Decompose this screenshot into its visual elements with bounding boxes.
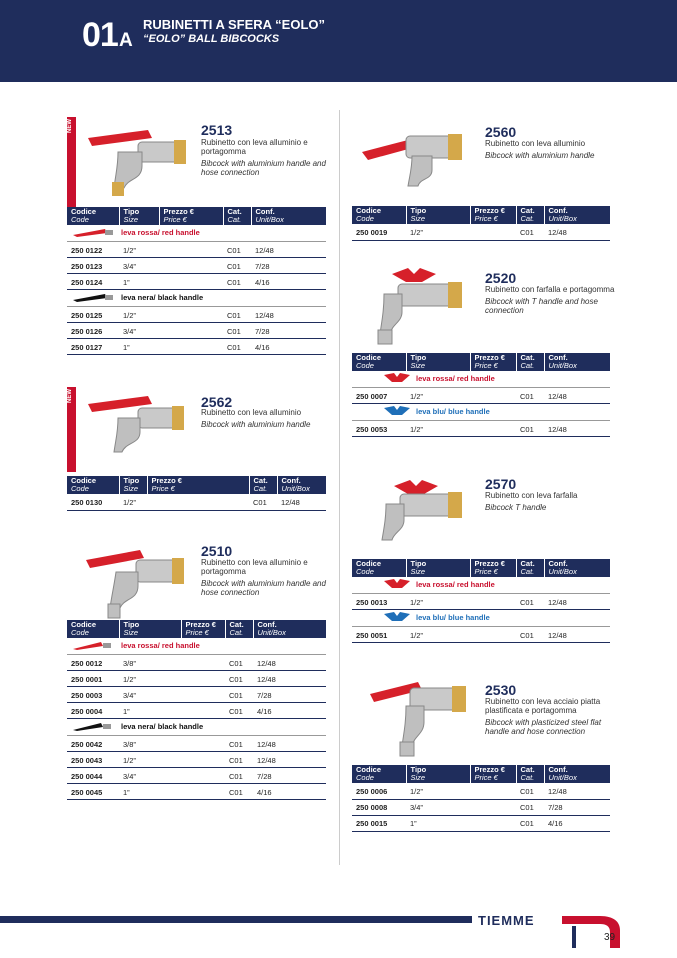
product-desc-2560: Rubinetto con leva alluminio Bibcock with aluminium handle [485,139,595,160]
product-code-2570: 2570 [485,476,517,492]
table-row: 250 0123 3/4” C01 7/28 [67,258,326,274]
table-row: 250 0044 3/4” C01 7/28 [67,768,326,784]
table-row: 250 0003 3/4” C01 7/28 [67,687,326,703]
red-t-handle-icon [382,579,412,591]
table-row: 250 0053 1/2” C01 12/48 [352,421,610,437]
table-row: 250 0006 1/2” C01 12/48 [352,783,610,799]
desc-it: Rubinetto con leva alluminio e portagomma [201,138,308,156]
variant-row-blue: leva blu/ blue handle [352,610,610,627]
bibcock-2510-image [80,540,190,620]
table-row: 250 0013 1/2” C01 12/48 [352,594,610,610]
footer-band [0,912,677,948]
table-row: 250 0051 1/2” C01 12/48 [352,627,610,643]
product-desc-2510: Rubinetto con leva alluminio e portagomma Bibcock with aluminium handle and hose connection [201,558,326,597]
red-t-handle-icon [382,373,412,385]
table-row: 250 0007 1/2” C01 12/48 [352,388,610,404]
black-handle-icon [71,721,117,733]
product-code-2520: 2520 [485,270,517,286]
table-row: 250 0045 1” C01 4/16 [67,784,326,800]
red-handle-icon [71,640,117,652]
variant-row-black: leva nera/ black handle [67,290,326,307]
table-row: 250 0004 1” C01 4/16 [67,703,326,719]
table-row: 250 0043 1/2” C01 12/48 [67,752,326,768]
table-row: 250 0126 3/4” C01 7/28 [67,323,326,339]
table-header: Codice Code Tipo Size Prezzo € Price € Cat. Cat. Conf. Unit/Box [67,620,326,638]
product-code-2562: 2562 [201,394,233,410]
product-code-2513: 2513 [201,122,233,138]
product-desc-2562: Rubinetto con leva alluminio Bibcock with aluminium handle [201,408,311,429]
price-table-2513 [67,207,326,355]
table-row: 250 0127 1” C01 4/16 [67,339,326,355]
table-row: 250 0122 1/2” C01 12/48 [67,242,326,258]
product-desc-2520: Rubinetto con farfalla e portagomma Bibcock with T handle and hose connection [485,285,615,315]
variant-row-red: leva rossa/ red handle [67,638,326,655]
product-code-2560: 2560 [485,124,517,140]
page-header [0,0,677,82]
section-letter: A [119,30,133,51]
table-row: 250 0124 1” C01 4/16 [67,274,326,290]
table-row: 250 0012 3/8” C01 12/48 [67,655,326,671]
product-desc-2530: Rubinetto con leva acciaio piatta plastificata e portagomma Bibcock with plasticized steel flat handle and hose connection [485,697,602,736]
bibcock-2560-image [356,126,468,190]
section-title-it: RUBINETTI A SFERA “EOLO” [143,17,325,32]
price-table-2560 [352,206,610,241]
section-number: 01 [82,16,118,54]
table-header: Codice Code Tipo Size Prezzo € Price € Cat. Cat. Conf. Unit/Box [67,476,326,494]
product-code-2530: 2530 [485,682,517,698]
variant-row-black: leva nera/ black handle [67,719,326,736]
column-divider [339,110,340,865]
price-table-2530 [352,765,610,832]
price-table-2562 [67,476,326,511]
price-table-2570 [352,559,610,643]
table-row: 250 0008 3/4” C01 7/28 [352,799,610,815]
table-header: Codice Code Tipo Size Prezzo € Price € Cat. Cat. Conf. Unit/Box [352,765,610,783]
table-row: 250 0015 1” C01 4/16 [352,815,610,831]
black-handle-icon [71,292,117,304]
section-title-en: “EOLO” BALL BIBCOCKS [143,33,280,45]
variant-row-red: leva rossa/ red handle [352,371,610,388]
table-row: 250 0019 1/2” C01 12/48 [352,224,610,240]
desc-en: Bibcock with aluminium handle and hose connection [201,159,326,177]
blue-t-handle-icon [382,406,412,418]
table-row: 250 0001 1/2” C01 12/48 [67,671,326,687]
red-handle-icon [71,227,117,239]
bibcock-2520-image [366,264,470,348]
price-table-2520 [352,353,610,437]
bibcock-2530-image [366,676,474,760]
variant-row-red: leva rossa/ red handle [67,225,326,242]
table-header: Codice Code Tipo Size Prezzo € Price € Cat. Cat. Conf. Unit/Box [67,207,326,225]
table-header: Codice Code Tipo Size Prezzo € Price € Cat. Cat. Conf. Unit/Box [352,353,610,371]
table-row: 250 0125 1/2” C01 12/48 [67,307,326,323]
product-code-2510: 2510 [201,543,233,559]
bibcock-2570-image [368,474,472,546]
variant-row-red: leva rossa/ red handle [352,577,610,594]
bibcock-2562-image [80,388,188,458]
page-number: 39 [604,932,616,943]
table-row: 250 0042 3/8” C01 12/48 [67,736,326,752]
brand-logo: TIEMME [478,913,535,928]
blue-t-handle-icon [382,612,412,624]
new-badge: NEW [67,117,76,207]
variant-row-blue: leva blu/ blue handle [352,404,610,421]
bibcock-2513-image [78,120,188,200]
product-desc-2570: Rubinetto con leva farfalla Bibcock T handle [485,491,578,512]
product-desc-2513 [201,138,331,177]
table-header: Codice Code Tipo Size Prezzo € Price € Cat. Cat. Conf. Unit/Box [352,559,610,577]
table-header: Codice Code Tipo Size Prezzo € Price € Cat. Cat. Conf. Unit/Box [352,206,610,224]
price-table-2510 [67,620,326,800]
table-row: 250 0130 1/2” C01 12/48 [67,494,326,510]
new-badge: NEW [67,387,76,472]
